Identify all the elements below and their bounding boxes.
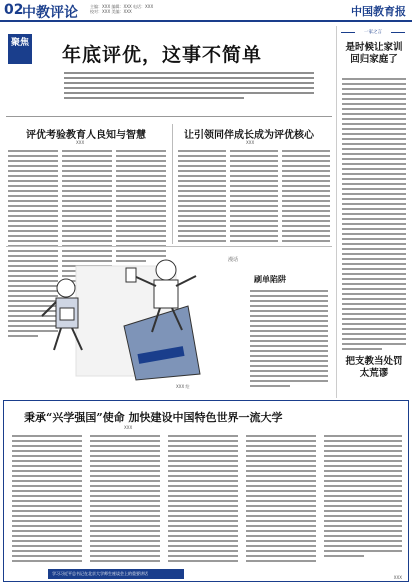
sidebar-column	[342, 78, 406, 353]
article-title-right: 让引领同伴成长成为评优核心	[184, 130, 314, 141]
divider	[6, 116, 332, 117]
feature-headline: 年底评优，这事不简单	[62, 44, 263, 66]
masthead-meta	[90, 4, 180, 14]
bottom-article	[3, 400, 409, 582]
feature-badge: 聚焦	[8, 34, 32, 64]
bottom-banner: 学习习近平总书记在北京大学师生座谈会上的重要讲话	[48, 569, 184, 579]
article-column	[282, 150, 330, 245]
sidebar	[336, 26, 408, 398]
cartoon-label: 漫话	[228, 257, 239, 263]
article-column	[168, 435, 238, 565]
meta-line: 主编：XXX 编辑：XXX 电话：XXX	[90, 4, 154, 9]
article-title-left: 评优考验教育人良知与智慧	[26, 130, 146, 141]
section-name: 中教评论	[22, 5, 78, 21]
sidebar-title: 是时候让家训回归家庭了	[345, 42, 403, 65]
feature-lead	[64, 72, 314, 110]
article-column	[178, 150, 226, 245]
sidebar-tag: 一家之言	[355, 29, 391, 35]
bottom-note: XXX	[393, 575, 402, 580]
column-divider	[172, 124, 173, 244]
article-byline-right: XXX	[246, 140, 255, 145]
article-byline-left: XXX	[76, 140, 85, 145]
article-column	[230, 150, 278, 245]
article-column	[12, 435, 82, 565]
meta-line: 校对：XXX 美编：XXX	[90, 9, 132, 14]
cartoon-credit: XXX 绘	[176, 384, 190, 389]
article-column	[90, 435, 160, 565]
bottom-article-title: 秉承“兴学强国”使命 加快建设中国特色世界一流大学	[24, 411, 283, 424]
article-column	[324, 435, 402, 560]
bottom-article-byline: XXX	[124, 425, 133, 430]
article-column	[250, 290, 328, 390]
sidebar-title-2: 把支教当处罚太荒谬	[345, 356, 403, 379]
paper-name: 中国教育报	[351, 5, 406, 18]
cartoon-title: 刷单陷阱	[254, 274, 286, 284]
cartoon-section	[6, 246, 332, 394]
masthead	[0, 0, 412, 22]
article-column	[246, 435, 316, 565]
cartoon-illustration	[6, 246, 239, 384]
page-number: 02	[4, 2, 24, 18]
feature-section	[6, 26, 332, 396]
